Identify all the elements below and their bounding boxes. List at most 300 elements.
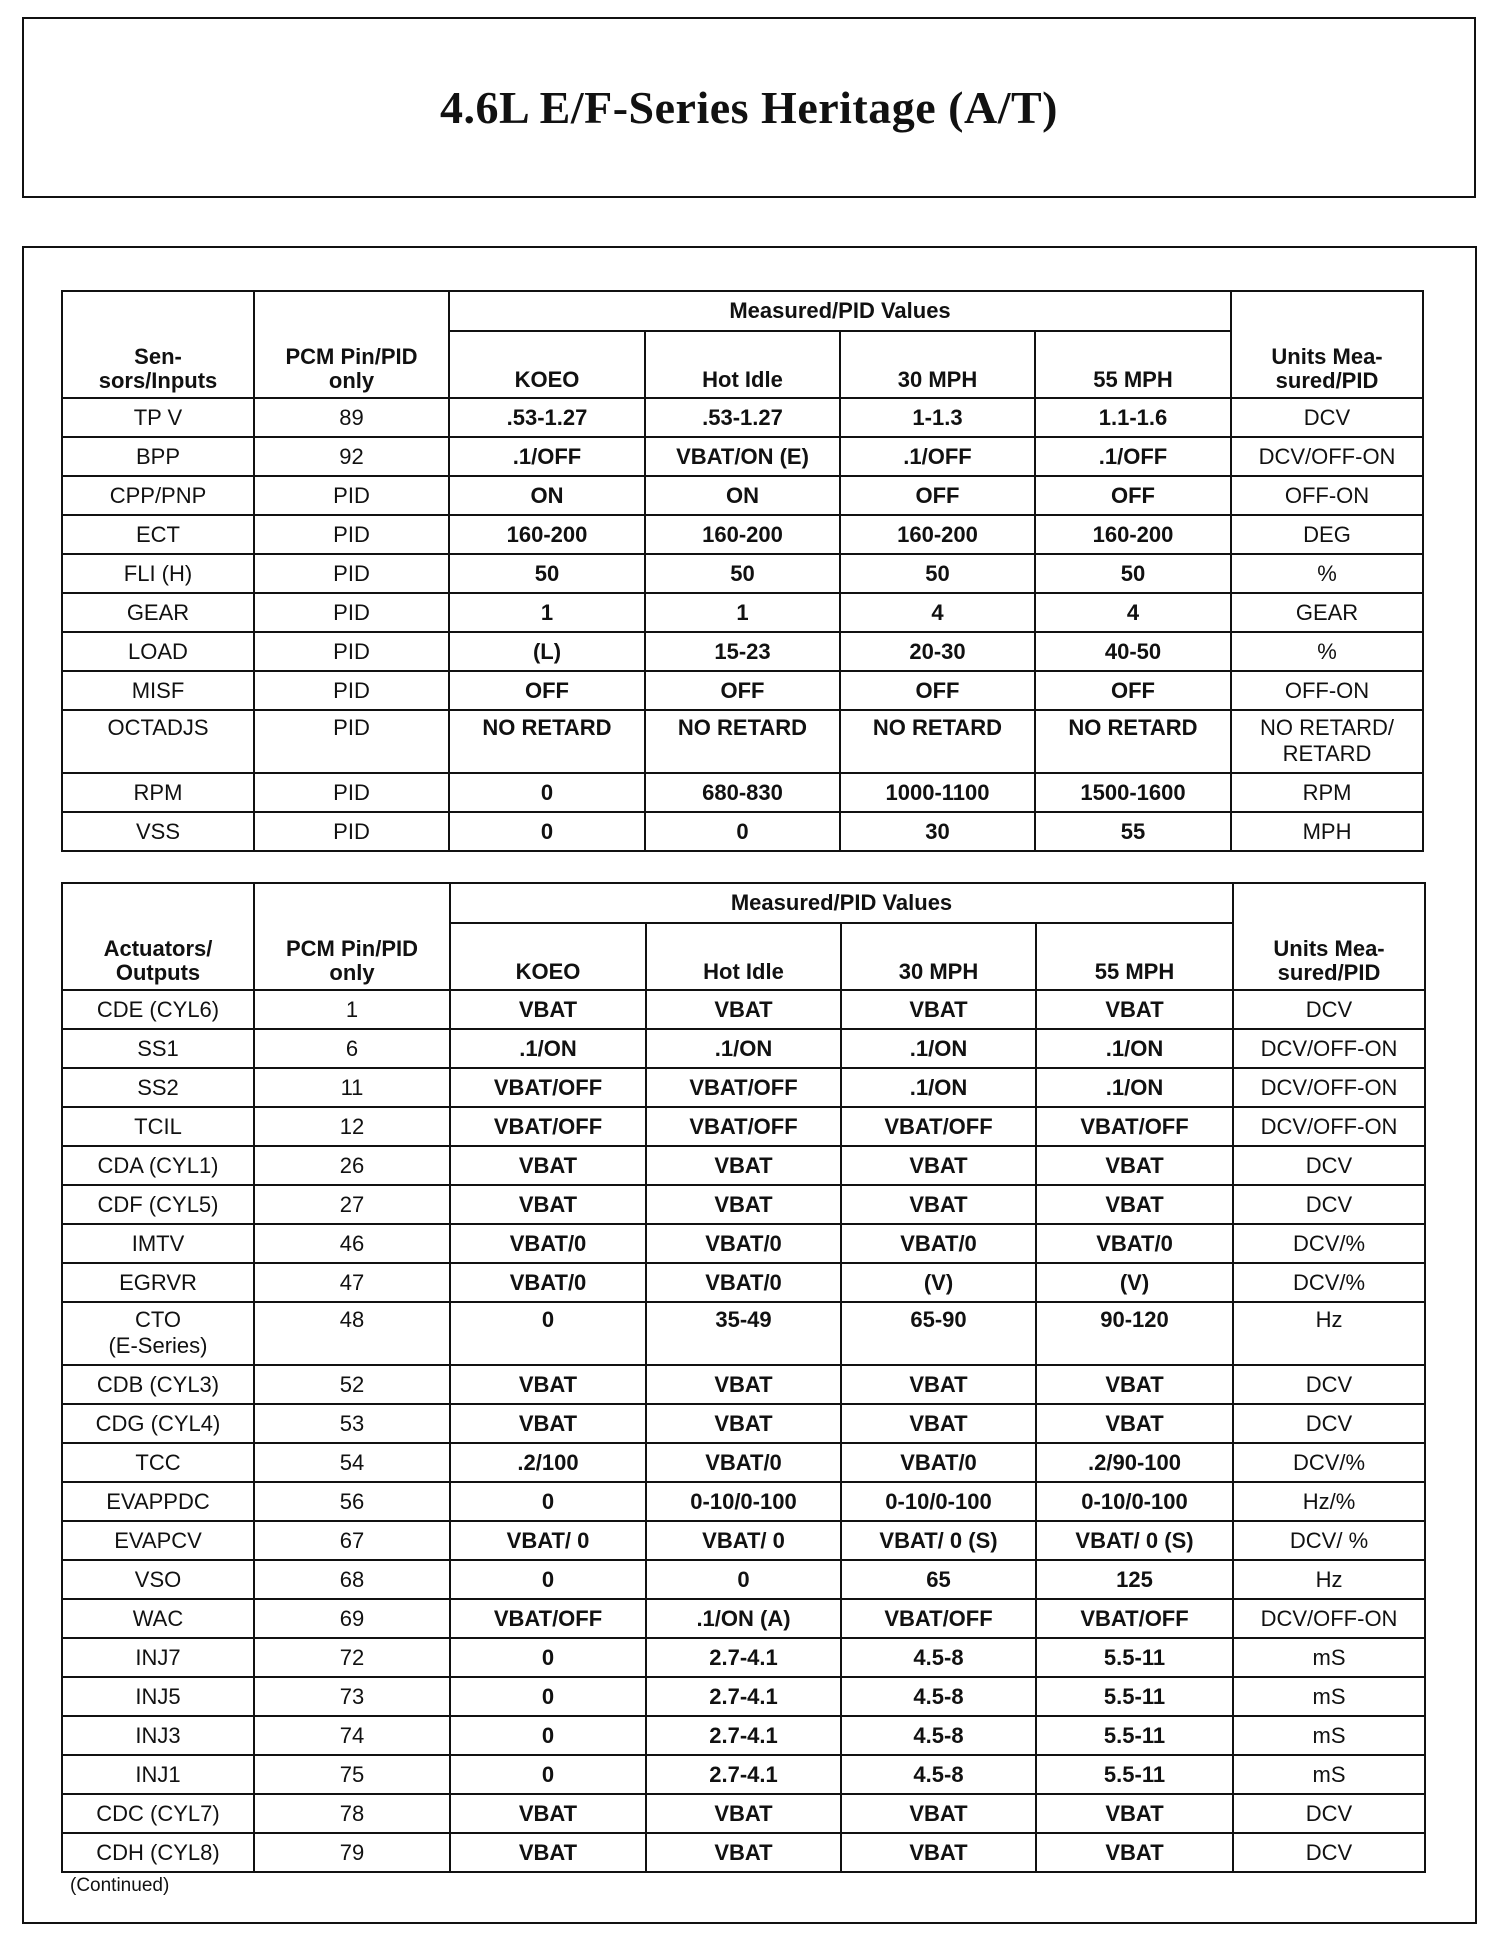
- value-hot-idle: .1/ON (A): [646, 1599, 841, 1638]
- table-row: [62, 1716, 1425, 1755]
- table-row: [62, 990, 1425, 1029]
- value-55-mph: .1/OFF: [1035, 437, 1231, 476]
- pin-cell: 68: [254, 1560, 450, 1599]
- units-cell: %: [1231, 632, 1423, 671]
- value-55-mph: VBAT/OFF: [1036, 1599, 1233, 1638]
- value-55-mph: OFF: [1035, 671, 1231, 710]
- value-hot-idle: 0: [645, 812, 840, 851]
- value-hot-idle: 2.7-4.1: [646, 1638, 841, 1677]
- value-hot-idle: .1/ON: [646, 1029, 841, 1068]
- pin-cell: PID: [254, 554, 449, 593]
- pin-cell: 72: [254, 1638, 450, 1677]
- value-30-mph: 4.5-8: [841, 1638, 1036, 1677]
- pin-cell: PID: [254, 515, 449, 554]
- pin-cell: 79: [254, 1833, 450, 1872]
- table-row: [62, 1677, 1425, 1716]
- value-30-mph: 1-1.3: [840, 398, 1035, 437]
- units-cell: DCV: [1233, 1146, 1425, 1185]
- pin-cell: 74: [254, 1716, 450, 1755]
- value-55-mph: VBAT: [1036, 1404, 1233, 1443]
- units-line1: NO RETARD/: [1259, 715, 1395, 740]
- row-label: TP V: [62, 398, 254, 437]
- value-koeo: 0: [449, 812, 645, 851]
- units-cell: DCV/OFF-ON: [1231, 437, 1423, 476]
- units-cell: DCV: [1233, 1404, 1425, 1443]
- units-cell: DCV/%: [1233, 1224, 1425, 1263]
- value-koeo: 0: [450, 1302, 646, 1365]
- value-30-mph: 160-200: [840, 515, 1035, 554]
- row-label: [62, 1302, 254, 1365]
- units-cell: DCV: [1233, 990, 1425, 1029]
- table-row: [62, 671, 1423, 710]
- row-label: WAC: [62, 1599, 254, 1638]
- value-30-mph: 0-10/0-100: [841, 1482, 1036, 1521]
- pin-cell: 75: [254, 1755, 450, 1794]
- value-30-mph: 4: [840, 593, 1035, 632]
- value-55-mph: (V): [1036, 1263, 1233, 1302]
- row-label: SS2: [62, 1068, 254, 1107]
- value-30-mph: .1/ON: [841, 1068, 1036, 1107]
- units-line2: RETARD: [1282, 741, 1372, 766]
- value-55-mph: .1/ON: [1036, 1029, 1233, 1068]
- value-hot-idle: 0-10/0-100: [646, 1482, 841, 1521]
- table-row: [62, 1107, 1425, 1146]
- value-hot-idle: VBAT/ 0: [646, 1521, 841, 1560]
- value-55-mph: 0-10/0-100: [1036, 1482, 1233, 1521]
- table-row: [62, 593, 1423, 632]
- value-koeo: VBAT: [450, 990, 646, 1029]
- units-cell: DCV: [1233, 1185, 1425, 1224]
- table-row: [62, 554, 1423, 593]
- pin-cell: 69: [254, 1599, 450, 1638]
- units-cell: DEG: [1231, 515, 1423, 554]
- row-label: INJ5: [62, 1677, 254, 1716]
- table-row: [62, 1560, 1425, 1599]
- table-row: [62, 1302, 1425, 1365]
- col-header-units-line1: Units Mea-: [1273, 936, 1385, 961]
- col-header-actuators-line2: Outputs: [115, 960, 201, 985]
- pin-cell: 1: [254, 990, 450, 1029]
- value-hot-idle: VBAT: [646, 1794, 841, 1833]
- value-koeo: (L): [449, 632, 645, 671]
- sensors-inputs-table: [61, 290, 1424, 852]
- pin-cell: 73: [254, 1677, 450, 1716]
- pin-cell: PID: [254, 710, 449, 773]
- value-koeo: 50: [449, 554, 645, 593]
- col-header-sensors-line2: sors/Inputs: [98, 368, 218, 393]
- value-30-mph: VBAT: [841, 1146, 1036, 1185]
- value-hot-idle: VBAT/ON (E): [645, 437, 840, 476]
- value-koeo: VBAT: [450, 1365, 646, 1404]
- row-label: VSO: [62, 1560, 254, 1599]
- value-hot-idle: 35-49: [646, 1302, 841, 1365]
- units-cell: RPM: [1231, 773, 1423, 812]
- units-cell: DCV: [1233, 1794, 1425, 1833]
- units-cell: Hz/%: [1233, 1482, 1425, 1521]
- value-55-mph: 1.1-1.6: [1035, 398, 1231, 437]
- units-cell: DCV/OFF-ON: [1233, 1599, 1425, 1638]
- units-cell: DCV/%: [1233, 1443, 1425, 1482]
- value-55-mph: NO RETARD: [1035, 710, 1231, 773]
- row-label: TCIL: [62, 1107, 254, 1146]
- col-header-actuators-line1: Actuators/: [103, 936, 213, 961]
- value-koeo: 1: [449, 593, 645, 632]
- value-55-mph: VBAT: [1036, 1794, 1233, 1833]
- col-header-pin-line1: PCM Pin/PID: [285, 936, 418, 961]
- table-row: [62, 515, 1423, 554]
- row-label: SS1: [62, 1029, 254, 1068]
- value-30-mph: 4.5-8: [841, 1755, 1036, 1794]
- value-koeo: VBAT: [450, 1146, 646, 1185]
- units-cell: DCV: [1233, 1365, 1425, 1404]
- table-row: [62, 1833, 1425, 1872]
- row-label: EGRVR: [62, 1263, 254, 1302]
- value-hot-idle: VBAT: [646, 1146, 841, 1185]
- row-label: MISF: [62, 671, 254, 710]
- group-header-measured: Measured/PID Values: [449, 291, 1231, 331]
- value-hot-idle: VBAT: [646, 1365, 841, 1404]
- value-hot-idle: VBAT/OFF: [646, 1107, 841, 1146]
- value-hot-idle: 15-23: [645, 632, 840, 671]
- value-koeo: 0: [450, 1482, 646, 1521]
- row-label: INJ3: [62, 1716, 254, 1755]
- table-row: [62, 1794, 1425, 1833]
- col-header-55-mph: 55 MPH: [1035, 331, 1231, 398]
- value-koeo: VBAT/OFF: [450, 1068, 646, 1107]
- table-row: [62, 1404, 1425, 1443]
- value-hot-idle: 680-830: [645, 773, 840, 812]
- value-30-mph: VBAT/0: [841, 1443, 1036, 1482]
- row-label: CDC (CYL7): [62, 1794, 254, 1833]
- pin-cell: 53: [254, 1404, 450, 1443]
- value-hot-idle: VBAT: [646, 1404, 841, 1443]
- value-hot-idle: VBAT/0: [646, 1263, 841, 1302]
- value-55-mph: OFF: [1035, 476, 1231, 515]
- value-koeo: ON: [449, 476, 645, 515]
- units-cell: mS: [1233, 1755, 1425, 1794]
- value-30-mph: VBAT/ 0 (S): [841, 1521, 1036, 1560]
- col-header-pcm-pin: [254, 291, 449, 398]
- value-hot-idle: VBAT/OFF: [646, 1068, 841, 1107]
- table-row: [62, 1263, 1425, 1302]
- value-55-mph: .1/ON: [1036, 1068, 1233, 1107]
- units-cell: %: [1231, 554, 1423, 593]
- col-header-hot-idle: Hot Idle: [646, 923, 841, 990]
- value-55-mph: VBAT: [1036, 990, 1233, 1029]
- units-cell: DCV/OFF-ON: [1233, 1029, 1425, 1068]
- value-55-mph: 160-200: [1035, 515, 1231, 554]
- pin-cell: PID: [254, 593, 449, 632]
- units-cell: [1231, 710, 1423, 773]
- row-label: OCTADJS: [62, 710, 254, 773]
- value-hot-idle: OFF: [645, 671, 840, 710]
- col-header-actuators-outputs: [62, 883, 254, 990]
- col-header-pin-line2: only: [329, 960, 375, 985]
- col-header-koeo: KOEO: [449, 331, 645, 398]
- row-label: LOAD: [62, 632, 254, 671]
- value-hot-idle: 2.7-4.1: [646, 1755, 841, 1794]
- row-label: EVAPCV: [62, 1521, 254, 1560]
- value-koeo: .2/100: [450, 1443, 646, 1482]
- col-header-units-line2: sured/PID: [1277, 960, 1381, 985]
- col-header-30-mph: 30 MPH: [841, 923, 1036, 990]
- pin-cell: 11: [254, 1068, 450, 1107]
- value-30-mph: VBAT: [841, 1185, 1036, 1224]
- col-header-units: [1233, 883, 1425, 990]
- value-55-mph: VBAT/ 0 (S): [1036, 1521, 1233, 1560]
- col-header-units-line1: Units Mea-: [1271, 344, 1383, 369]
- units-cell: DCV/OFF-ON: [1233, 1107, 1425, 1146]
- value-55-mph: .2/90-100: [1036, 1443, 1233, 1482]
- value-koeo: VBAT: [450, 1833, 646, 1872]
- units-cell: mS: [1233, 1716, 1425, 1755]
- actuators-outputs-table: [61, 882, 1426, 1873]
- value-55-mph: VBAT/0: [1036, 1224, 1233, 1263]
- value-hot-idle: 160-200: [645, 515, 840, 554]
- value-koeo: VBAT/OFF: [450, 1599, 646, 1638]
- row-label-line2: (E-Series): [108, 1333, 208, 1358]
- units-cell: GEAR: [1231, 593, 1423, 632]
- col-header-55-mph: 55 MPH: [1036, 923, 1233, 990]
- value-30-mph: VBAT: [841, 990, 1036, 1029]
- units-cell: mS: [1233, 1638, 1425, 1677]
- row-label: CDH (CYL8): [62, 1833, 254, 1872]
- value-30-mph: .1/ON: [841, 1029, 1036, 1068]
- value-hot-idle: 2.7-4.1: [646, 1716, 841, 1755]
- title-box: [22, 17, 1476, 198]
- table-row: [62, 710, 1423, 773]
- row-label: CDA (CYL1): [62, 1146, 254, 1185]
- value-hot-idle: VBAT/0: [646, 1224, 841, 1263]
- units-cell: Hz: [1233, 1302, 1425, 1365]
- value-30-mph: VBAT/OFF: [841, 1107, 1036, 1146]
- table-row: [62, 773, 1423, 812]
- units-cell: DCV/ %: [1233, 1521, 1425, 1560]
- value-koeo: 0: [450, 1716, 646, 1755]
- pin-cell: PID: [254, 632, 449, 671]
- table-row: [62, 1599, 1425, 1638]
- value-30-mph: VBAT: [841, 1833, 1036, 1872]
- value-koeo: 0: [450, 1560, 646, 1599]
- pin-cell: PID: [254, 812, 449, 851]
- value-koeo: .53-1.27: [449, 398, 645, 437]
- value-koeo: VBAT/0: [450, 1263, 646, 1302]
- value-koeo: 0: [450, 1677, 646, 1716]
- value-koeo: VBAT/0: [450, 1224, 646, 1263]
- value-koeo: 0: [450, 1638, 646, 1677]
- units-cell: OFF-ON: [1231, 476, 1423, 515]
- pin-cell: 48: [254, 1302, 450, 1365]
- col-header-koeo: KOEO: [450, 923, 646, 990]
- pin-cell: 27: [254, 1185, 450, 1224]
- pin-cell: 12: [254, 1107, 450, 1146]
- col-header-30-mph: 30 MPH: [840, 331, 1035, 398]
- table-row: [62, 398, 1423, 437]
- value-55-mph: VBAT: [1036, 1833, 1233, 1872]
- row-label: ECT: [62, 515, 254, 554]
- value-koeo: VBAT: [450, 1185, 646, 1224]
- pin-cell: 26: [254, 1146, 450, 1185]
- value-koeo: OFF: [449, 671, 645, 710]
- table-row: [62, 1224, 1425, 1263]
- value-30-mph: 50: [840, 554, 1035, 593]
- pin-cell: 78: [254, 1794, 450, 1833]
- pin-cell: 52: [254, 1365, 450, 1404]
- row-label: EVAPPDC: [62, 1482, 254, 1521]
- value-hot-idle: VBAT: [646, 1833, 841, 1872]
- col-header-sensors-line1: Sen-: [134, 344, 182, 369]
- value-55-mph: 90-120: [1036, 1302, 1233, 1365]
- value-hot-idle: 50: [645, 554, 840, 593]
- pin-cell: 92: [254, 437, 449, 476]
- units-cell: DCV: [1233, 1833, 1425, 1872]
- units-cell: DCV: [1231, 398, 1423, 437]
- pin-cell: 56: [254, 1482, 450, 1521]
- value-30-mph: 30: [840, 812, 1035, 851]
- row-label: RPM: [62, 773, 254, 812]
- value-30-mph: 4.5-8: [841, 1677, 1036, 1716]
- group-header-measured: Measured/PID Values: [450, 883, 1233, 923]
- row-label: CDB (CYL3): [62, 1365, 254, 1404]
- col-header-hot-idle: Hot Idle: [645, 331, 840, 398]
- value-koeo: NO RETARD: [449, 710, 645, 773]
- value-55-mph: 4: [1035, 593, 1231, 632]
- value-hot-idle: VBAT: [646, 990, 841, 1029]
- table-row: [62, 812, 1423, 851]
- value-30-mph: 65-90: [841, 1302, 1036, 1365]
- pin-cell: 67: [254, 1521, 450, 1560]
- table-row: [62, 1443, 1425, 1482]
- pin-cell: 6: [254, 1029, 450, 1068]
- col-header-units: [1231, 291, 1423, 398]
- pin-cell: PID: [254, 773, 449, 812]
- value-30-mph: 65: [841, 1560, 1036, 1599]
- value-30-mph: VBAT/OFF: [841, 1599, 1036, 1638]
- value-hot-idle: NO RETARD: [645, 710, 840, 773]
- value-koeo: .1/ON: [450, 1029, 646, 1068]
- continued-note: (Continued): [70, 1875, 170, 1896]
- value-55-mph: 5.5-11: [1036, 1677, 1233, 1716]
- value-30-mph: 1000-1100: [840, 773, 1035, 812]
- units-cell: MPH: [1231, 812, 1423, 851]
- value-55-mph: 55: [1035, 812, 1231, 851]
- value-30-mph: (V): [841, 1263, 1036, 1302]
- pin-cell: 54: [254, 1443, 450, 1482]
- value-hot-idle: VBAT: [646, 1185, 841, 1224]
- value-55-mph: VBAT: [1036, 1146, 1233, 1185]
- table-row: [62, 476, 1423, 515]
- col-header-pcm-pin: [254, 883, 450, 990]
- value-koeo: .1/OFF: [449, 437, 645, 476]
- value-hot-idle: .53-1.27: [645, 398, 840, 437]
- col-header-pin-line2: only: [328, 368, 375, 393]
- value-hot-idle: 2.7-4.1: [646, 1677, 841, 1716]
- pin-cell: 47: [254, 1263, 450, 1302]
- value-30-mph: VBAT: [841, 1794, 1036, 1833]
- value-koeo: 0: [449, 773, 645, 812]
- value-koeo: 160-200: [449, 515, 645, 554]
- row-label: IMTV: [62, 1224, 254, 1263]
- value-30-mph: OFF: [840, 671, 1035, 710]
- table-row: [62, 1521, 1425, 1560]
- value-55-mph: 5.5-11: [1036, 1638, 1233, 1677]
- value-30-mph: VBAT: [841, 1404, 1036, 1443]
- units-cell: DCV/%: [1233, 1263, 1425, 1302]
- pin-cell: 46: [254, 1224, 450, 1263]
- table-row: [62, 1068, 1425, 1107]
- units-cell: OFF-ON: [1231, 671, 1423, 710]
- value-koeo: VBAT/OFF: [450, 1107, 646, 1146]
- table-row: [62, 1185, 1425, 1224]
- pin-cell: 89: [254, 398, 449, 437]
- row-label: INJ1: [62, 1755, 254, 1794]
- value-koeo: VBAT: [450, 1794, 646, 1833]
- table-row: [62, 1365, 1425, 1404]
- table-row: [62, 632, 1423, 671]
- row-label: CDF (CYL5): [62, 1185, 254, 1224]
- value-30-mph: VBAT/0: [841, 1224, 1036, 1263]
- value-55-mph: 50: [1035, 554, 1231, 593]
- table-row: [62, 1638, 1425, 1677]
- pin-cell: PID: [254, 671, 449, 710]
- value-55-mph: 5.5-11: [1036, 1755, 1233, 1794]
- units-cell: Hz: [1233, 1560, 1425, 1599]
- col-header-sensors-inputs: [62, 291, 254, 398]
- value-55-mph: 40-50: [1035, 632, 1231, 671]
- value-55-mph: 5.5-11: [1036, 1716, 1233, 1755]
- value-55-mph: VBAT/OFF: [1036, 1107, 1233, 1146]
- row-label: CDG (CYL4): [62, 1404, 254, 1443]
- row-label: TCC: [62, 1443, 254, 1482]
- value-30-mph: NO RETARD: [840, 710, 1035, 773]
- col-header-pin-line1: PCM Pin/PID: [285, 344, 418, 369]
- value-30-mph: OFF: [840, 476, 1035, 515]
- row-label: FLI (H): [62, 554, 254, 593]
- value-30-mph: VBAT: [841, 1365, 1036, 1404]
- value-koeo: VBAT/ 0: [450, 1521, 646, 1560]
- value-hot-idle: ON: [645, 476, 840, 515]
- value-30-mph: 20-30: [840, 632, 1035, 671]
- value-55-mph: VBAT: [1036, 1365, 1233, 1404]
- value-30-mph: .1/OFF: [840, 437, 1035, 476]
- table-row: [62, 1146, 1425, 1185]
- units-cell: DCV/OFF-ON: [1233, 1068, 1425, 1107]
- value-55-mph: VBAT: [1036, 1185, 1233, 1224]
- page-title: 4.6L E/F-Series Heritage (A/T): [440, 82, 1058, 133]
- value-hot-idle: 1: [645, 593, 840, 632]
- row-label: CDE (CYL6): [62, 990, 254, 1029]
- table-row: [62, 437, 1423, 476]
- row-label-line1: CTO: [134, 1307, 182, 1332]
- value-koeo: 0: [450, 1755, 646, 1794]
- units-cell: mS: [1233, 1677, 1425, 1716]
- value-koeo: VBAT: [450, 1404, 646, 1443]
- row-label: VSS: [62, 812, 254, 851]
- value-30-mph: 4.5-8: [841, 1716, 1036, 1755]
- row-label: GEAR: [62, 593, 254, 632]
- row-label: INJ7: [62, 1638, 254, 1677]
- row-label: BPP: [62, 437, 254, 476]
- value-55-mph: 1500-1600: [1035, 773, 1231, 812]
- pin-cell: PID: [254, 476, 449, 515]
- table-row: [62, 1755, 1425, 1794]
- table-row: [62, 1482, 1425, 1521]
- value-55-mph: 125: [1036, 1560, 1233, 1599]
- col-header-units-line2: sured/PID: [1275, 368, 1379, 393]
- value-hot-idle: VBAT/0: [646, 1443, 841, 1482]
- row-label: CPP/PNP: [62, 476, 254, 515]
- value-hot-idle: 0: [646, 1560, 841, 1599]
